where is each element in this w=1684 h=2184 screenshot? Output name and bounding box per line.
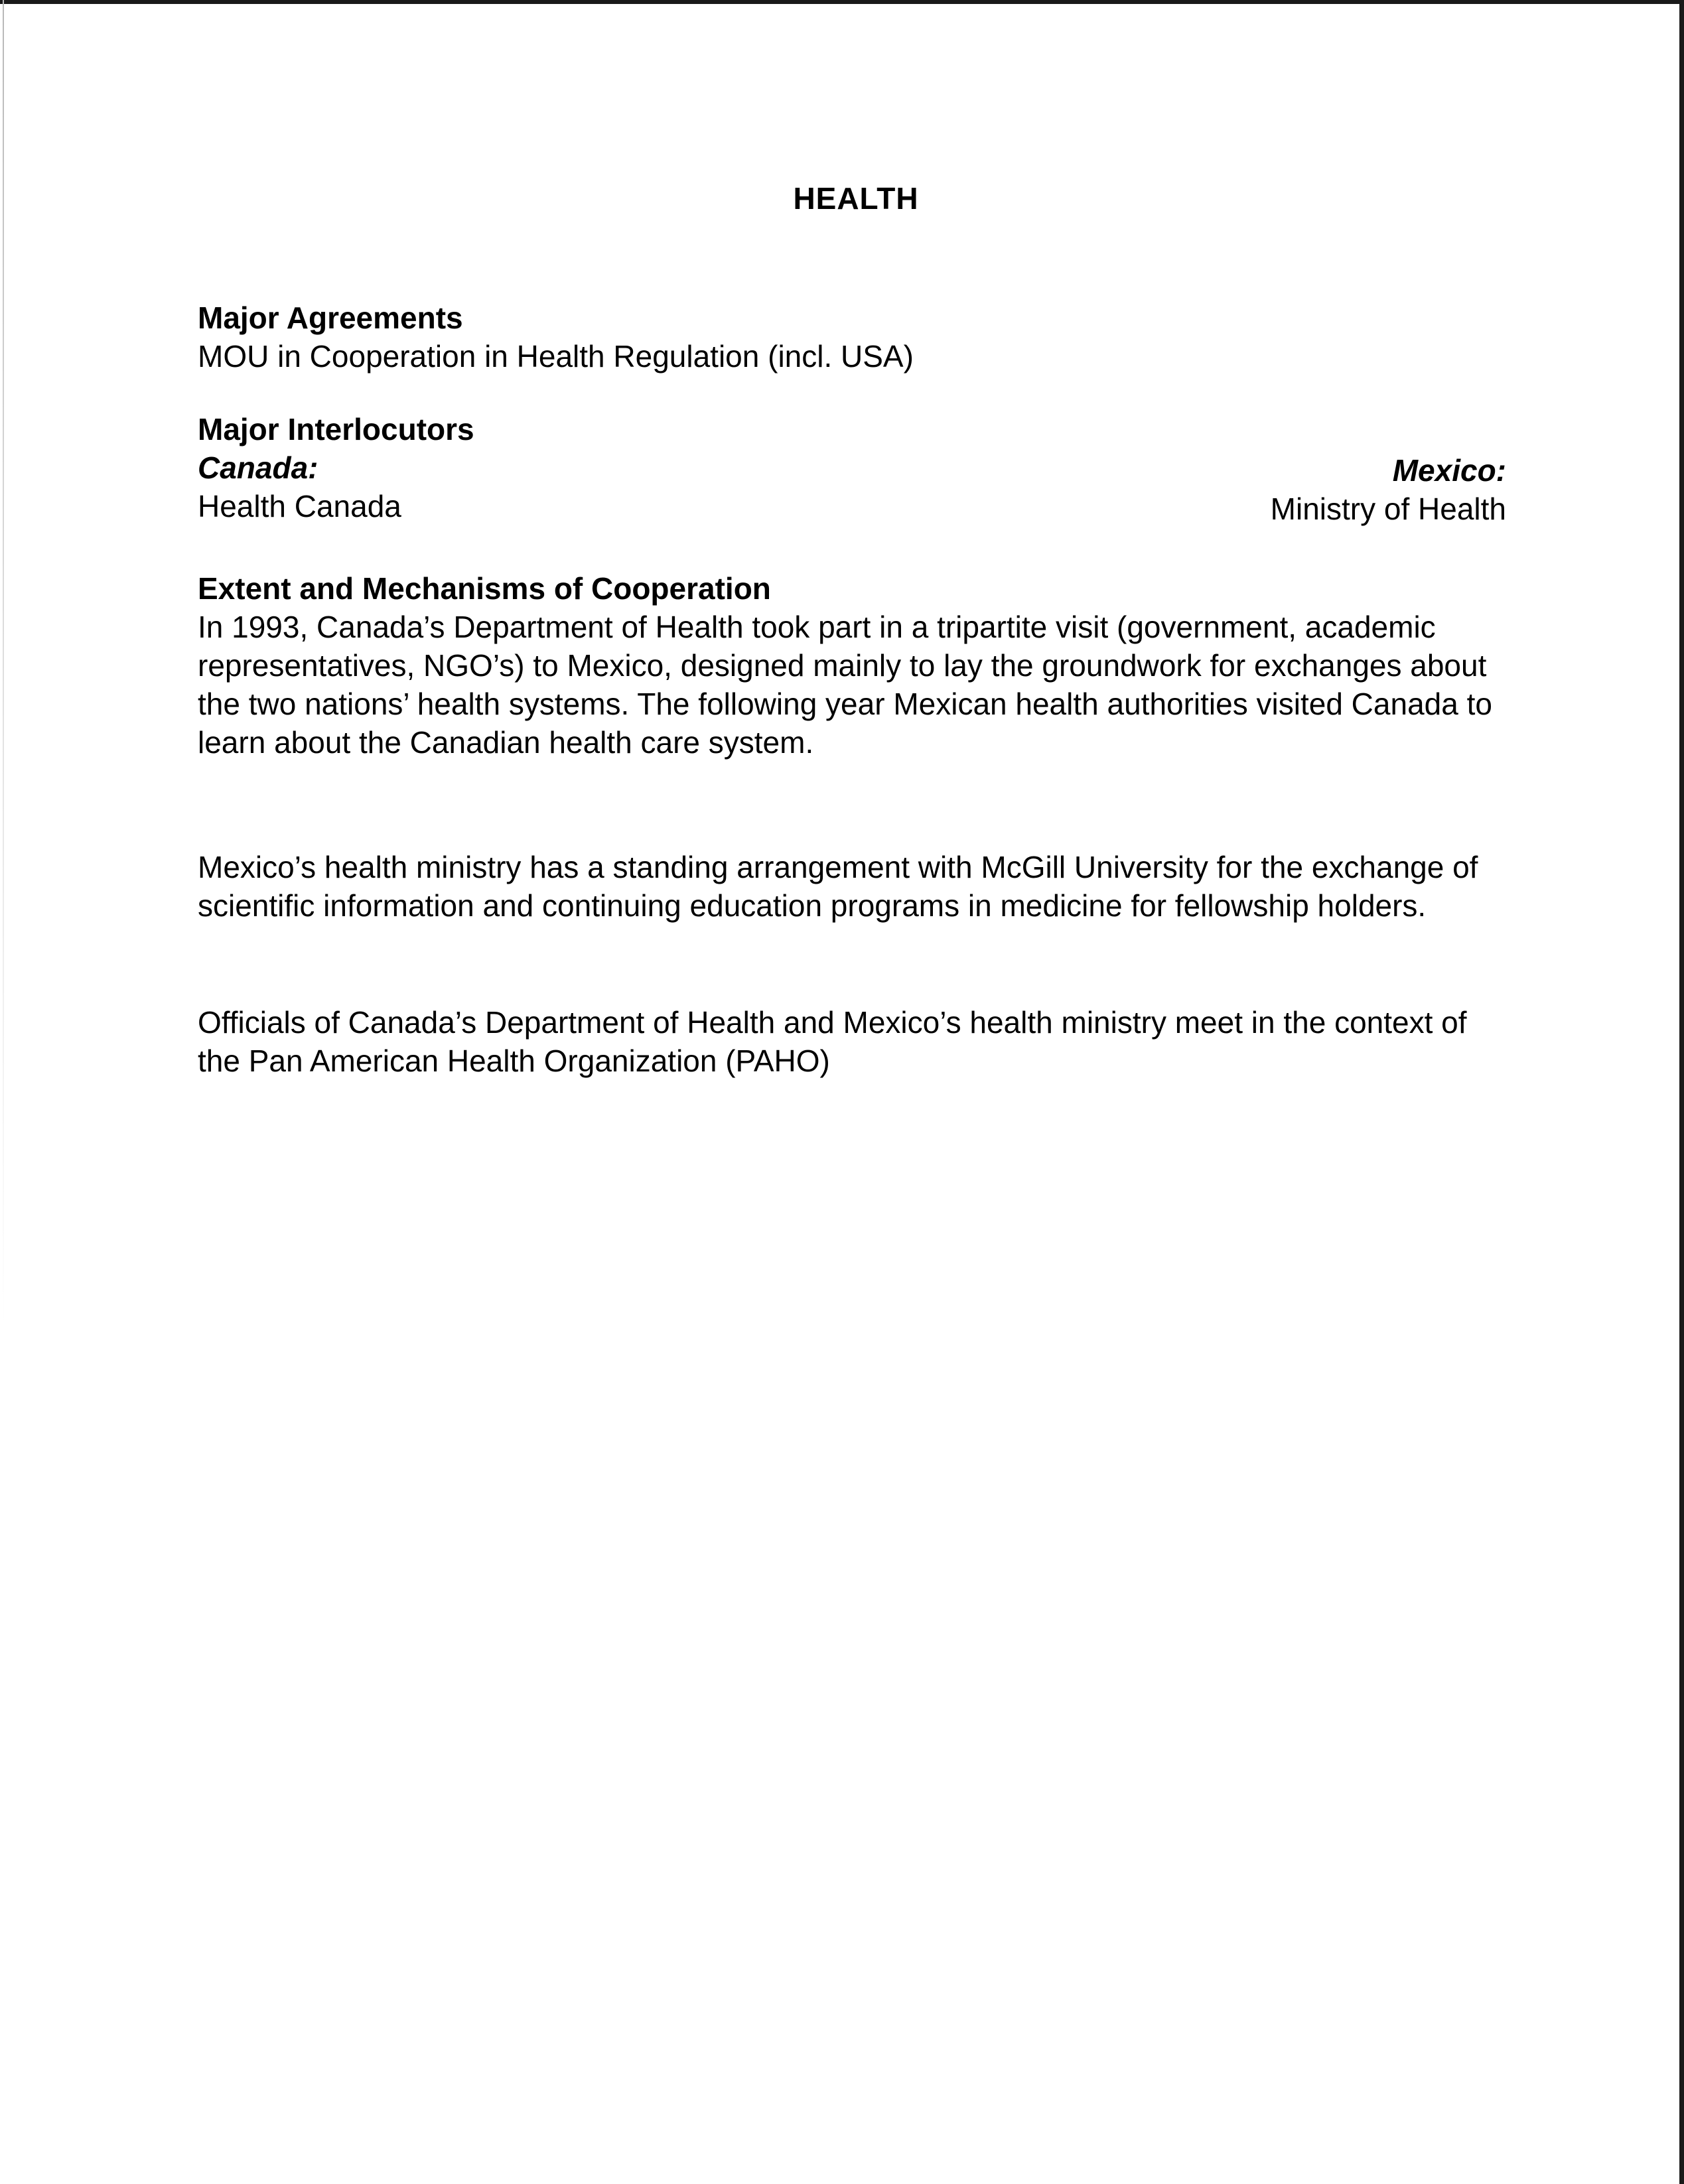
interlocutors-columns	[198, 448, 1506, 535]
scan-edge-top	[0, 0, 1684, 4]
scan-edge-right	[1679, 0, 1684, 2184]
major-agreements-section	[198, 299, 1511, 375]
major-interlocutors-heading: Major Interlocutors	[198, 412, 474, 446]
canada-column	[198, 448, 401, 525]
major-interlocutors-heading-block	[198, 410, 1511, 448]
major-agreements-text: MOU in Cooperation in Health Regulation (incl. USA)	[198, 339, 914, 374]
cooperation-paragraph-2: Mexico’s health ministry has a standing arrangement with McGill University for the exchange of scientific information and continuing education programs in medicine for fellowship holders.	[198, 850, 1478, 923]
major-agreements-heading: Major Agreements	[198, 301, 463, 335]
canada-value: Health Canada	[198, 489, 401, 523]
page-title: HEALTH	[793, 181, 919, 216]
cooperation-section	[198, 569, 1511, 762]
cooperation-paragraph-3-block	[198, 1003, 1511, 1080]
mexico-label: Mexico:	[1392, 453, 1506, 488]
cooperation-heading: Extent and Mechanisms of Cooperation	[198, 571, 771, 606]
canada-label: Canada:	[198, 450, 318, 485]
cooperation-paragraph-2-block	[198, 848, 1511, 925]
cooperation-paragraph-3: Officials of Canada’s Department of Health and Mexico’s health ministry meet in the context of the Pan American Health Organization (PAHO)	[198, 1005, 1467, 1078]
cooperation-paragraph-1: In 1993, Canada’s Department of Health took part in a tripartite visit (government, academic representatives, NGO’s) to Mexico, designed mainly to lay the groundwork for exchanges about the two nations’ health systems. The following year Mexican health authorities visited Canada to learn about the Canadian health care system.	[198, 610, 1492, 760]
mexico-value: Ministry of Health	[1270, 492, 1506, 526]
mexico-column	[1271, 451, 1506, 528]
